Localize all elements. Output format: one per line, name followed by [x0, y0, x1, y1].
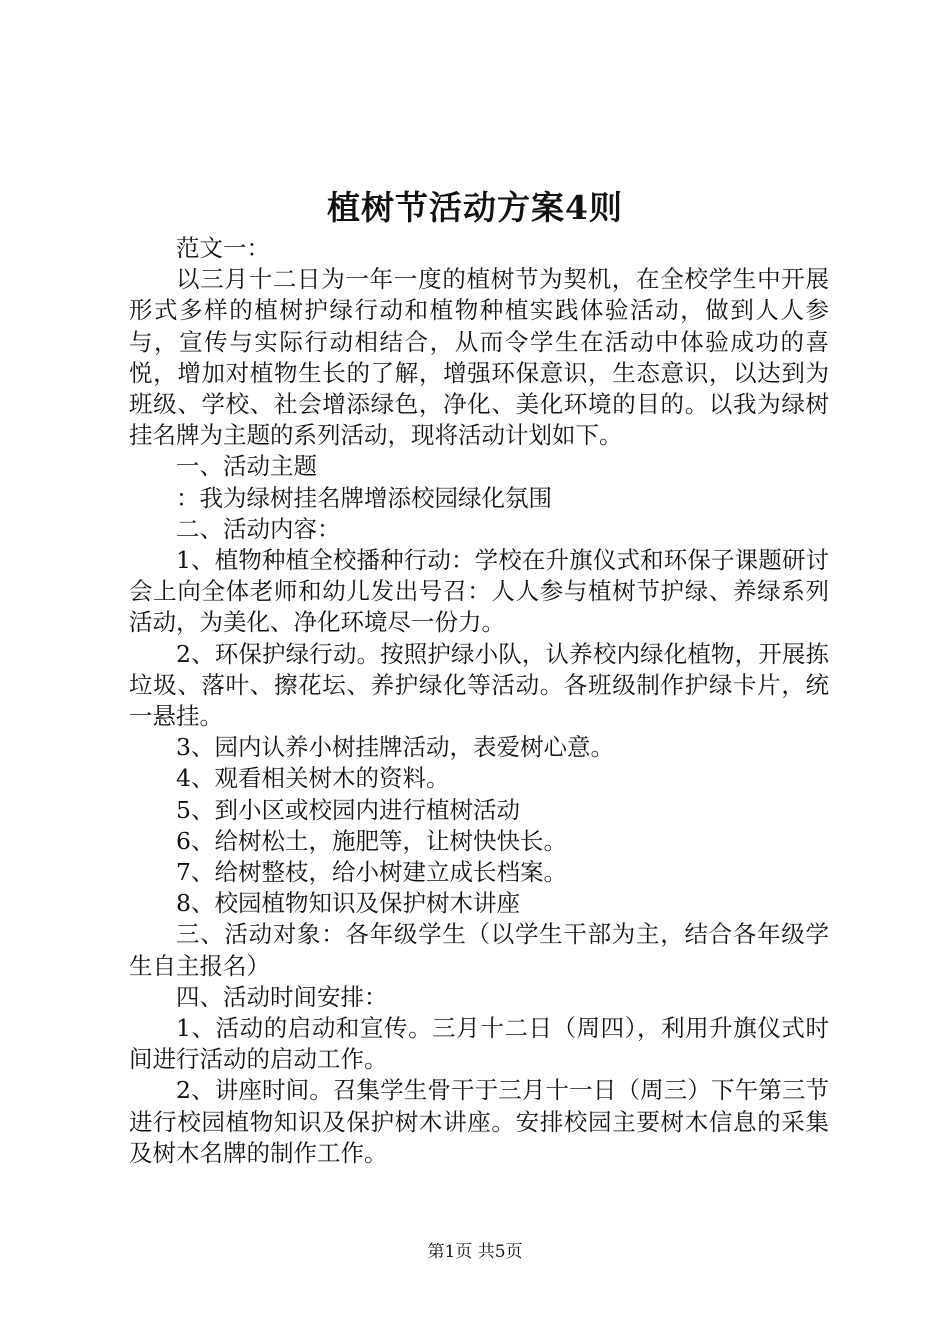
paragraph-schedule-item-1: 1、活动的启动和宣传。三月十二日（周四），利用升旗仪式时间进行活动的启动工作。	[129, 1014, 829, 1074]
paragraph-content-item-1: 1、植物种植全校播种行动：学校在升旗仪式和环保子课题研讨会上向全体老师和幼儿发出号召：人人参与植树节护绿、养绿系列活动，为美化、净化环境尽一份力。	[129, 546, 829, 637]
paragraph-content-item-4: 4、观看相关树木的资料。	[176, 764, 450, 793]
document-body	[129, 233, 829, 1169]
paragraph-section-participants: 三、活动对象：各年级学生（以学生干部为主，结合各年级学生自主报名）	[129, 920, 829, 980]
paragraph-content-item-3: 3、园内认养小树挂牌活动，表爱树心意。	[176, 733, 614, 762]
paragraph-heading-example-one: 范文一：	[176, 234, 270, 262]
paragraph-section-content: 二、活动内容：	[176, 514, 341, 543]
paragraph-content-item-7: 7、给树整枝，给小树建立成长档案。	[176, 858, 567, 887]
paragraph-section-schedule: 四、活动时间安排：	[176, 982, 388, 1011]
paragraph-content-item-8: 8、校园植物知识及保护树木讲座	[176, 889, 520, 918]
page-number-footer: 第1页 共5页	[427, 1242, 523, 1262]
paragraph-section-theme: 一、活动主题	[176, 452, 317, 481]
paragraph-content-item-6: 6、给树松土，施肥等，让树快快长。	[176, 826, 567, 855]
paragraph-content-item-2: 2、环保护绿行动。按照护绿小队，认养校内绿化植物，开展拣垃圾、落叶、擦花坛、养护绿化等活动。各班级制作护绿卡片，统一悬挂。	[129, 639, 829, 731]
paragraph-intro: 以三月十二日为一年一度的植树节为契机，在全校学生中开展形式多样的植树护绿行动和植物种植实践体验活动，做到人人参与，宣传与实际行动相结合，从而令学生在活动中体验成功的喜悦，增加对植物生长的了解，增强环保意识，生态意识，以达到为班级、学校、社会增添绿色，净化、美化环境的目的。以我为绿树挂名牌为主题的系列活动，现将活动计划如下。	[129, 265, 829, 450]
paragraph-theme-text: ：我为绿树挂名牌增添校园绿化氛围	[176, 483, 552, 512]
paragraph-content-item-5: 5、到小区或校园内进行植树活动	[176, 795, 520, 824]
document-title: 植树节活动方案4则	[327, 188, 623, 227]
paragraph-schedule-item-2: 2、讲座时间。召集学生骨干于三月十一日（周三）下午第三节进行校园植物知识及保护树木讲座。安排校园主要树木信息的采集及树木名牌的制作工作。	[129, 1076, 829, 1167]
